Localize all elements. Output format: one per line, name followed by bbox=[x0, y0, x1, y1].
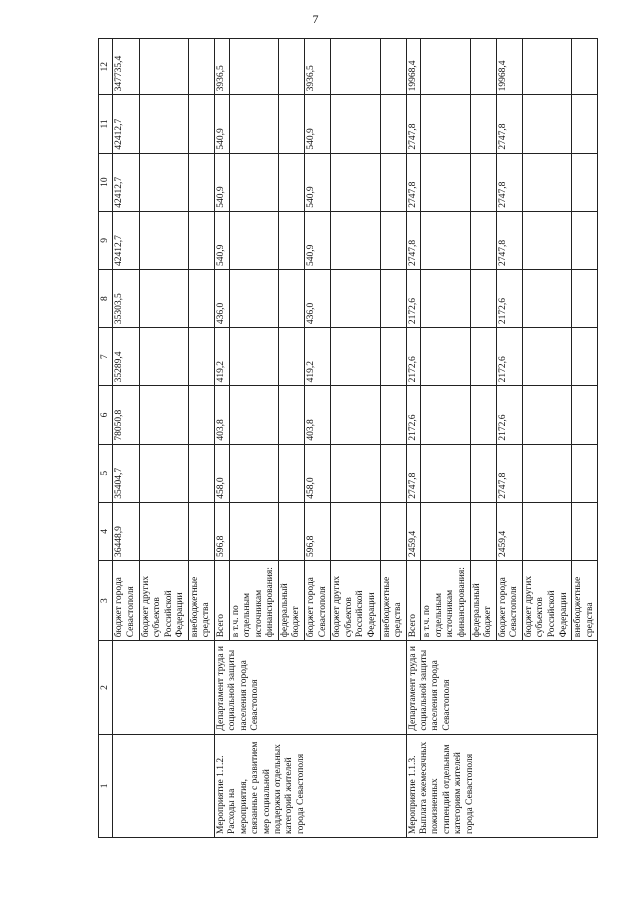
value-cell bbox=[421, 95, 470, 153]
value-cell: 419,2 bbox=[215, 328, 230, 386]
value-cell bbox=[331, 39, 380, 95]
value-cell bbox=[421, 502, 470, 560]
value-cell bbox=[229, 211, 278, 269]
source-cell: бюджет других субъектов Российской Федерации bbox=[522, 560, 571, 640]
executor-cell-empty bbox=[113, 641, 215, 734]
value-cell bbox=[229, 444, 278, 502]
value-cell bbox=[380, 39, 406, 95]
rotated-sheet bbox=[98, 38, 623, 838]
source-cell: бюджет города Севастополя bbox=[113, 560, 139, 640]
value-cell: 19968,4 bbox=[496, 39, 522, 95]
value-cell bbox=[188, 153, 214, 211]
value-cell: 36448,9 bbox=[113, 502, 139, 560]
source-cell: Всего bbox=[406, 560, 421, 640]
value-cell: 2172,6 bbox=[496, 269, 522, 327]
value-cell: 35303,5 bbox=[113, 269, 139, 327]
value-cell bbox=[331, 444, 380, 502]
value-cell: 2747,8 bbox=[406, 211, 421, 269]
value-cell bbox=[421, 328, 470, 386]
value-cell bbox=[522, 328, 571, 386]
measure-cell: Мероприятие 1.1.2. Расходы на мероприятия, связанные с развитием мер социальной поддержки отдельных категорий жителей города Севастополя bbox=[215, 734, 407, 837]
value-cell: 2747,8 bbox=[406, 95, 421, 153]
value-cell: 2459,4 bbox=[406, 502, 421, 560]
value-cell: 2172,6 bbox=[406, 328, 421, 386]
value-cell bbox=[188, 95, 214, 153]
value-cell: 540,9 bbox=[215, 153, 230, 211]
value-cell bbox=[229, 39, 278, 95]
value-cell: 2747,8 bbox=[496, 444, 522, 502]
value-cell bbox=[139, 211, 188, 269]
value-cell bbox=[572, 502, 598, 560]
value-cell bbox=[229, 95, 278, 153]
value-cell bbox=[421, 153, 470, 211]
value-cell bbox=[380, 269, 406, 327]
value-cell bbox=[331, 95, 380, 153]
value-cell bbox=[278, 211, 304, 269]
value-cell bbox=[421, 211, 470, 269]
value-cell: 403,8 bbox=[305, 386, 331, 444]
column-number: 2 bbox=[99, 641, 113, 734]
value-cell bbox=[229, 269, 278, 327]
value-cell bbox=[331, 386, 380, 444]
value-cell bbox=[139, 502, 188, 560]
value-cell: 596,8 bbox=[305, 502, 331, 560]
value-cell: 42412,7 bbox=[113, 95, 139, 153]
value-cell bbox=[572, 444, 598, 502]
value-cell bbox=[572, 95, 598, 153]
value-cell bbox=[139, 39, 188, 95]
value-cell bbox=[522, 211, 571, 269]
value-cell bbox=[188, 502, 214, 560]
value-cell bbox=[421, 386, 470, 444]
value-cell: 35289,4 bbox=[113, 328, 139, 386]
source-cell: в т.ч. по отдельным источникам финансирования: bbox=[421, 560, 470, 640]
value-cell: 419,2 bbox=[305, 328, 331, 386]
financing-table bbox=[98, 38, 598, 838]
source-cell: внебюджетные средства bbox=[572, 560, 598, 640]
value-cell: 42412,7 bbox=[113, 153, 139, 211]
rotated-viewport bbox=[98, 38, 623, 838]
column-number: 9 bbox=[99, 211, 113, 269]
value-cell bbox=[522, 444, 571, 502]
value-cell: 540,9 bbox=[305, 211, 331, 269]
value-cell bbox=[572, 211, 598, 269]
value-cell bbox=[470, 269, 496, 327]
table-row bbox=[406, 39, 421, 838]
value-cell bbox=[278, 502, 304, 560]
table-row bbox=[215, 39, 230, 838]
value-cell: 540,9 bbox=[215, 95, 230, 153]
source-cell: Всего bbox=[215, 560, 230, 640]
value-cell bbox=[139, 386, 188, 444]
executor-cell: Департамент труда и социальной защиты населения города Севастополя bbox=[406, 641, 598, 734]
value-cell bbox=[229, 328, 278, 386]
table-body bbox=[113, 39, 598, 838]
value-cell bbox=[572, 269, 598, 327]
value-cell bbox=[278, 269, 304, 327]
value-cell bbox=[522, 386, 571, 444]
value-cell bbox=[421, 269, 470, 327]
value-cell: 2747,8 bbox=[496, 211, 522, 269]
value-cell bbox=[522, 95, 571, 153]
value-cell bbox=[331, 328, 380, 386]
value-cell bbox=[572, 386, 598, 444]
value-cell: 2747,8 bbox=[406, 153, 421, 211]
value-cell bbox=[278, 95, 304, 153]
value-cell: 596,8 bbox=[215, 502, 230, 560]
value-cell bbox=[139, 95, 188, 153]
value-cell bbox=[380, 386, 406, 444]
source-cell: бюджет города Севастополя bbox=[305, 560, 331, 640]
source-cell: бюджет других субъектов Российской Федерации bbox=[139, 560, 188, 640]
value-cell bbox=[139, 328, 188, 386]
value-cell bbox=[331, 269, 380, 327]
value-cell: 2172,6 bbox=[496, 328, 522, 386]
source-cell: в т.ч. по отдельным источникам финансирования: bbox=[229, 560, 278, 640]
value-cell: 2172,6 bbox=[496, 386, 522, 444]
value-cell bbox=[421, 444, 470, 502]
executor-cell: Департамент труда и социальной защиты населения города Севастополя bbox=[215, 641, 407, 734]
value-cell: 2747,8 bbox=[496, 153, 522, 211]
value-cell: 19968,4 bbox=[406, 39, 421, 95]
value-cell bbox=[522, 502, 571, 560]
source-cell: внебюджетные средства bbox=[188, 560, 214, 640]
value-cell bbox=[380, 95, 406, 153]
value-cell: 540,9 bbox=[305, 95, 331, 153]
value-cell: 2172,6 bbox=[406, 269, 421, 327]
value-cell bbox=[380, 153, 406, 211]
column-number: 10 bbox=[99, 153, 113, 211]
value-cell bbox=[229, 153, 278, 211]
column-number: 4 bbox=[99, 502, 113, 560]
value-cell bbox=[572, 153, 598, 211]
value-cell bbox=[188, 39, 214, 95]
value-cell: 3936,5 bbox=[215, 39, 230, 95]
value-cell: 436,0 bbox=[305, 269, 331, 327]
value-cell: 3936,5 bbox=[305, 39, 331, 95]
value-cell: 2747,8 bbox=[406, 444, 421, 502]
value-cell: 78050,8 bbox=[113, 386, 139, 444]
value-cell: 347735,4 bbox=[113, 39, 139, 95]
table-row bbox=[113, 39, 139, 838]
value-cell bbox=[470, 39, 496, 95]
value-cell bbox=[331, 153, 380, 211]
value-cell bbox=[188, 328, 214, 386]
value-cell bbox=[380, 444, 406, 502]
value-cell bbox=[278, 444, 304, 502]
page-number: 7 bbox=[312, 12, 319, 26]
value-cell bbox=[188, 269, 214, 327]
column-number: 11 bbox=[99, 95, 113, 153]
value-cell bbox=[331, 502, 380, 560]
value-cell bbox=[470, 153, 496, 211]
value-cell bbox=[139, 153, 188, 211]
value-cell: 540,9 bbox=[215, 211, 230, 269]
value-cell bbox=[278, 386, 304, 444]
value-cell bbox=[572, 328, 598, 386]
column-number: 3 bbox=[99, 560, 113, 640]
column-number: 5 bbox=[99, 444, 113, 502]
column-number: 12 bbox=[99, 39, 113, 95]
value-cell bbox=[139, 269, 188, 327]
value-cell: 540,9 bbox=[305, 153, 331, 211]
value-cell bbox=[188, 211, 214, 269]
value-cell bbox=[421, 39, 470, 95]
value-cell bbox=[470, 328, 496, 386]
value-cell bbox=[380, 502, 406, 560]
value-cell: 436,0 bbox=[215, 269, 230, 327]
value-cell bbox=[380, 211, 406, 269]
column-number: 7 bbox=[99, 328, 113, 386]
value-cell bbox=[278, 328, 304, 386]
value-cell bbox=[229, 502, 278, 560]
value-cell bbox=[139, 444, 188, 502]
value-cell bbox=[188, 444, 214, 502]
source-cell: бюджет других субъектов Российской Федерации bbox=[331, 560, 380, 640]
column-number: 6 bbox=[99, 386, 113, 444]
value-cell: 35404,7 bbox=[113, 444, 139, 502]
source-cell: внебюджетные средства bbox=[380, 560, 406, 640]
value-cell bbox=[278, 153, 304, 211]
measure-cell-empty bbox=[113, 734, 215, 837]
value-cell: 458,0 bbox=[215, 444, 230, 502]
value-cell bbox=[229, 386, 278, 444]
value-cell bbox=[522, 153, 571, 211]
value-cell bbox=[470, 502, 496, 560]
column-number: 8 bbox=[99, 269, 113, 327]
source-cell: федеральный бюджет bbox=[278, 560, 304, 640]
value-cell bbox=[470, 386, 496, 444]
value-cell bbox=[470, 95, 496, 153]
value-cell bbox=[572, 39, 598, 95]
value-cell: 458,0 bbox=[305, 444, 331, 502]
column-number-row bbox=[99, 39, 113, 838]
source-cell: бюджет города Севастополя bbox=[496, 560, 522, 640]
value-cell: 2747,8 bbox=[496, 95, 522, 153]
column-number: 1 bbox=[99, 734, 113, 837]
value-cell: 2172,6 bbox=[406, 386, 421, 444]
value-cell: 403,8 bbox=[215, 386, 230, 444]
value-cell bbox=[278, 39, 304, 95]
value-cell bbox=[331, 211, 380, 269]
value-cell bbox=[522, 39, 571, 95]
measure-cell: Мероприятие 1.1.3. Выплата ежемесячных пожизненных стипендий отдельным категориям жителей города Севастополя bbox=[406, 734, 598, 837]
value-cell: 2459,4 bbox=[496, 502, 522, 560]
value-cell bbox=[470, 211, 496, 269]
value-cell bbox=[380, 328, 406, 386]
value-cell: 42412,7 bbox=[113, 211, 139, 269]
value-cell bbox=[470, 444, 496, 502]
value-cell bbox=[188, 386, 214, 444]
value-cell bbox=[522, 269, 571, 327]
source-cell: федеральный бюджет bbox=[470, 560, 496, 640]
